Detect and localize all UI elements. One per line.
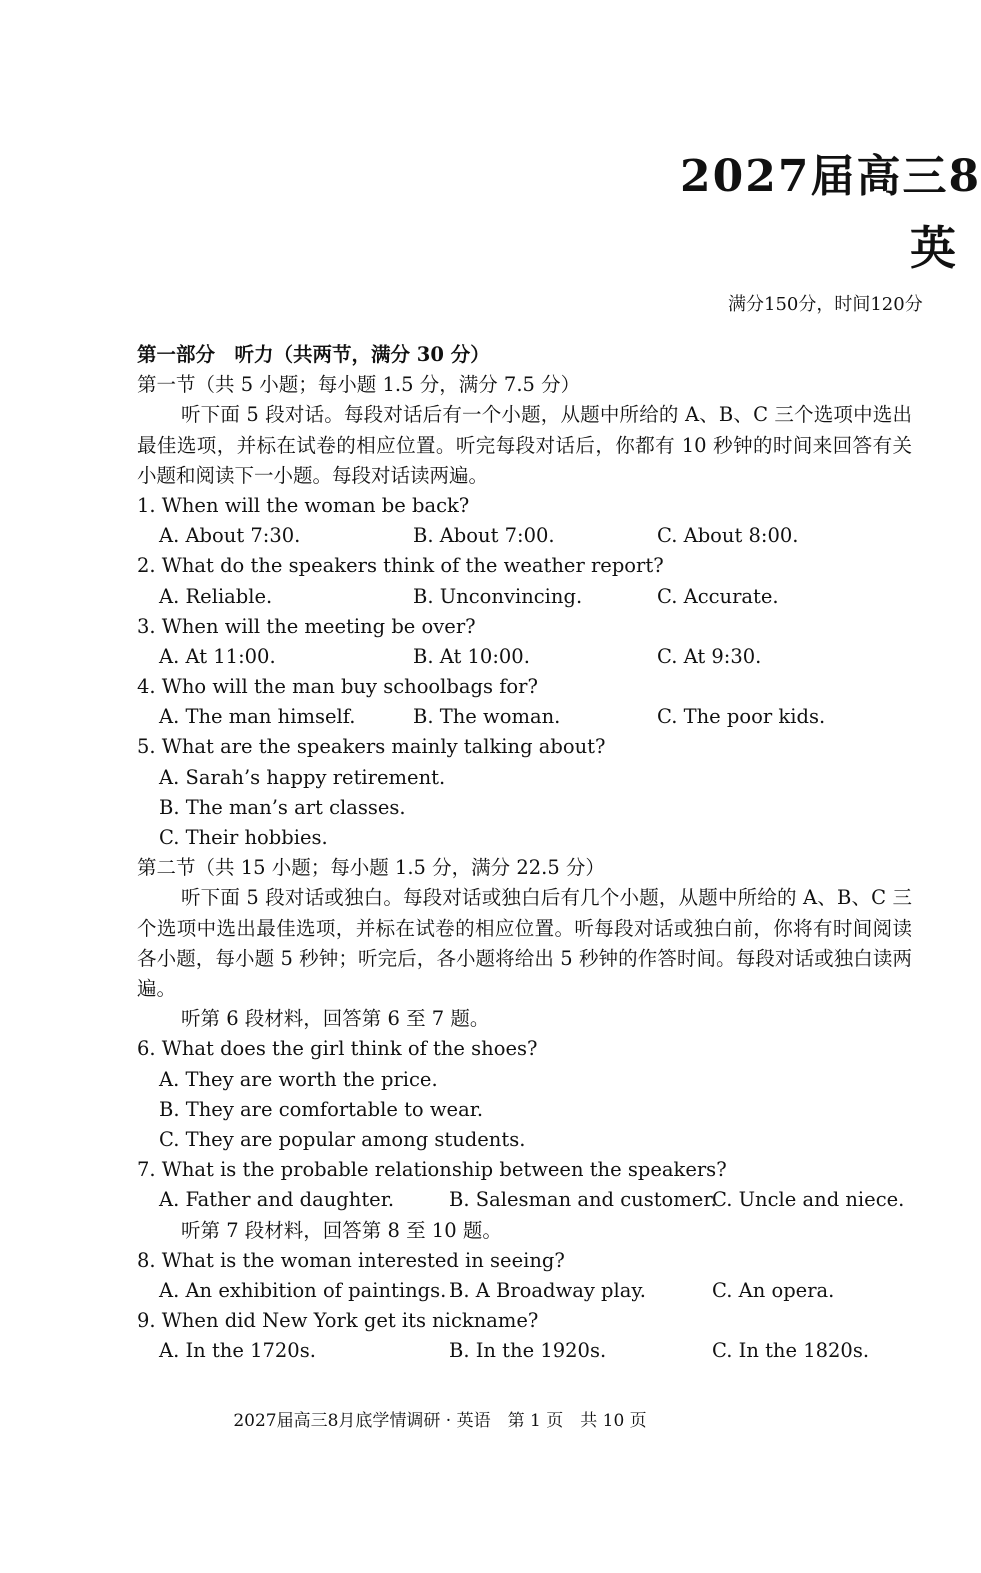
option-b: B. Salesman and customer. xyxy=(449,1188,717,1212)
option-c: C. At 9:30. xyxy=(657,644,762,668)
section-heading: 第二节（共 15 小题；每小题 1.5 分，满分 22.5 分） xyxy=(137,856,605,880)
option-b: B. They are comfortable to wear. xyxy=(159,1097,484,1121)
material-note: 听第 6 段材料，回答第 6 至 7 题。 xyxy=(181,1007,490,1031)
part-heading: 第一部分 听力（共两节，满分 30 分） xyxy=(137,343,490,366)
section-heading: 第一节（共 5 小题；每小题 1.5 分，满分 7.5 分） xyxy=(137,373,581,397)
option-a: A. At 11:00. xyxy=(159,644,276,668)
exam-title: 2027届高三8 xyxy=(680,151,981,202)
question-options xyxy=(137,702,912,732)
question-options xyxy=(137,1276,912,1306)
option-a: A. Reliable. xyxy=(159,584,273,608)
option-b: B. The man’s art classes. xyxy=(159,795,406,819)
option-b: B. Unconvincing. xyxy=(413,584,583,608)
question-stem: 1. When will the woman be back? xyxy=(137,493,470,517)
option-a: A. Sarah’s happy retirement. xyxy=(159,765,446,789)
option-a: A. About 7:30. xyxy=(159,524,301,548)
option-b: B. A Broadway play. xyxy=(449,1278,647,1302)
exam-content xyxy=(137,340,912,1366)
option-b: B. In the 1920s. xyxy=(449,1339,607,1363)
option-c: C. Their hobbies. xyxy=(159,826,328,850)
option-b: B. The woman. xyxy=(413,705,561,729)
section-instructions: 听下面 5 段对话。每段对话后有一个小题，从题中所给的 A、B、C 三个选项中选出最佳选项，并标在试卷的相应位置。听完每段对话后，你都有 10 秒钟的时间来回答有关小题和阅读下一小题。每段对话读两遍。 xyxy=(137,403,912,487)
option-c: C. In the 1820s. xyxy=(712,1339,870,1363)
option-c: C. Uncle and niece. xyxy=(712,1188,905,1212)
question-stem: 5. What are the speakers mainly talking about? xyxy=(137,735,606,759)
option-a: A. Father and daughter. xyxy=(159,1188,395,1212)
option-b: B. At 10:00. xyxy=(413,644,530,668)
option-b: B. About 7:00. xyxy=(413,524,555,548)
question-options xyxy=(137,1336,912,1366)
question-options xyxy=(137,642,912,672)
question-stem: 7. What is the probable relationship between the speakers? xyxy=(137,1158,727,1182)
option-a: A. In the 1720s. xyxy=(159,1339,316,1363)
section-instructions: 听下面 5 段对话或独白。每段对话或独白后有几个小题，从题中所给的 A、B、C 三个选项中选出最佳选项，并标在试卷的相应位置。听每段对话或独白前，你将有时间阅读各小题，每小题 5 秒钟；听完后，各小题将给出 5 秒钟的作答时间。每段对话或独白读两遍。 xyxy=(137,886,912,1001)
question-options xyxy=(137,582,912,612)
question-options xyxy=(137,1185,912,1215)
question-stem: 3. When will the meeting be over? xyxy=(137,614,476,638)
exam-meta: 满分150分，时间120分 xyxy=(728,294,923,315)
option-c: C. They are popular among students. xyxy=(159,1127,526,1151)
option-a: A. They are worth the price. xyxy=(159,1067,438,1091)
option-c: C. Accurate. xyxy=(657,584,779,608)
option-c: C. About 8:00. xyxy=(657,524,799,548)
option-c: C. An opera. xyxy=(712,1278,835,1302)
question-stem: 2. What do the speakers think of the weather report? xyxy=(137,554,664,578)
question-stem: 8. What is the woman interested in seeing? xyxy=(137,1248,565,1272)
page-footer: 2027届高三8月底学情调研 · 英语 第 1 页 共 10 页 xyxy=(233,1411,647,1431)
question-options xyxy=(137,521,912,551)
option-c: C. The poor kids. xyxy=(657,705,826,729)
exam-subject: 英 xyxy=(910,221,956,275)
option-a: A. An exhibition of paintings. xyxy=(159,1278,447,1302)
question-stem: 6. What does the girl think of the shoes? xyxy=(137,1037,538,1061)
question-stem: 4. Who will the man buy schoolbags for? xyxy=(137,675,538,699)
question-stem: 9. When did New York get its nickname? xyxy=(137,1309,539,1333)
material-note: 听第 7 段材料，回答第 8 至 10 题。 xyxy=(181,1218,502,1242)
option-a: A. The man himself. xyxy=(159,705,356,729)
